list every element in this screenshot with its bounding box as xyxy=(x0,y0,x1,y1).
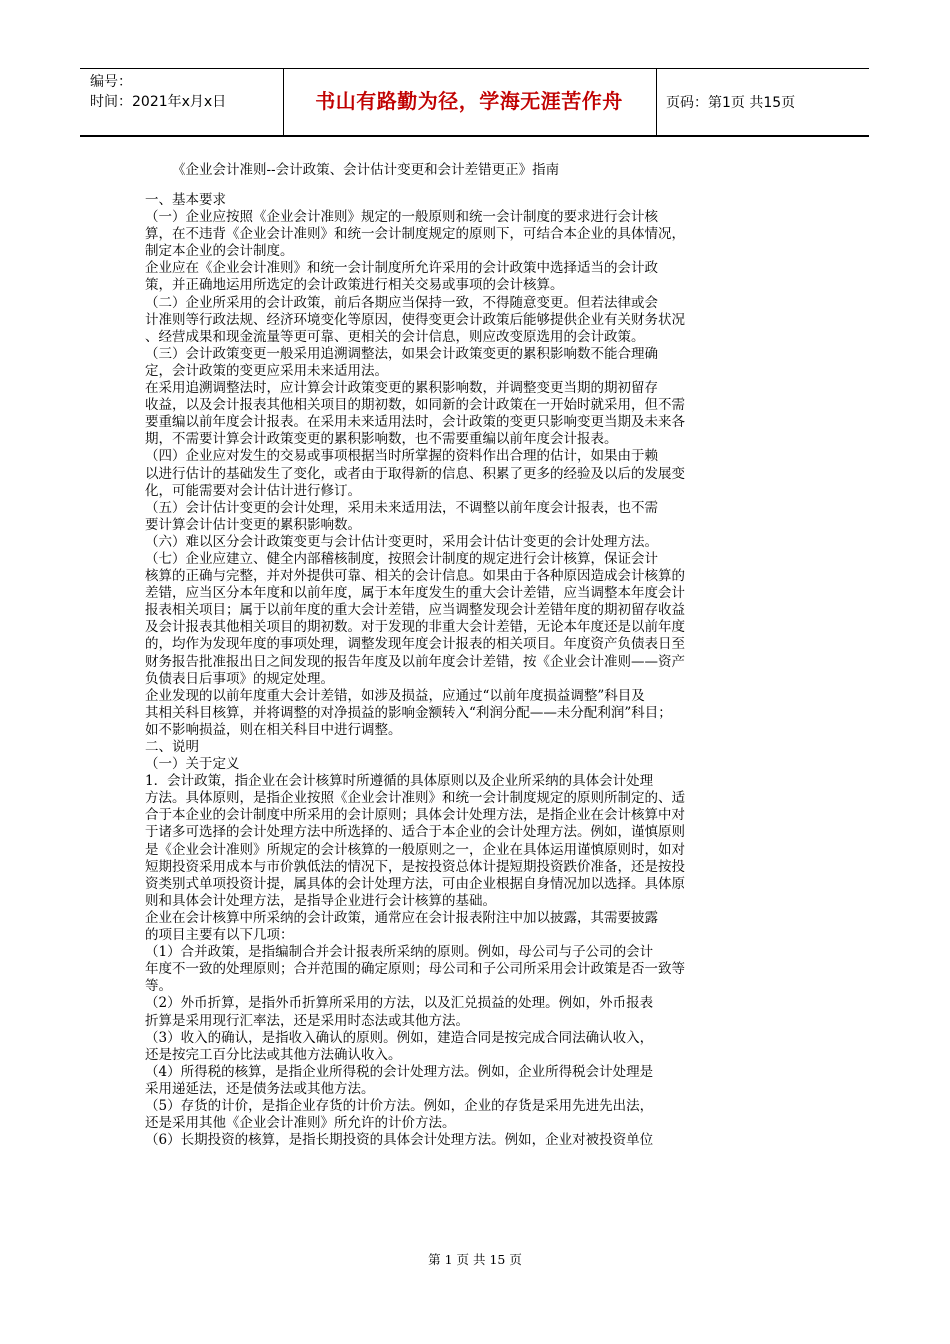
body-line: 等。 xyxy=(145,978,172,995)
body-line: 还是采用其他《企业会计准则》所允许的计价方法。 xyxy=(145,1115,456,1132)
body-line: 的，均作为发现年度的事项处理，调整发现年度会计报表的相关项目。年度资产负债表日至 xyxy=(145,636,685,653)
body-line: 在采用追溯调整法时，应计算会计政策变更的累积影响数，并调整变更当期的期初留存 xyxy=(145,380,658,397)
body-line: （一）企业应按照《企业会计准则》规定的一般原则和统一会计制度的要求进行会计核 xyxy=(145,209,658,226)
document-body xyxy=(145,192,790,1149)
body-line: 1．会计政策，指企业在会计核算时所遵循的具体原则以及企业所采纳的具体会计处理 xyxy=(145,773,654,790)
body-line: 采用递延法，还是债务法或其他方法。 xyxy=(145,1080,375,1097)
body-line: 年度不一致的处理原则；合并范围的确定原则；母公司和子公司所采用会计政策是否一致等 xyxy=(145,961,685,978)
body-line: （6）长期投资的核算，是指长期投资的具体会计处理方法。例如，企业对被投资单位 xyxy=(145,1132,654,1149)
body-line: （五）会计估计变更的会计处理，采用未来适用法，不调整以前年度会计报表，也不需 xyxy=(145,499,658,516)
body-line: （5）存货的计价，是指企业存货的计价方法。例如，企业的存货是采用先进先出法， xyxy=(145,1097,654,1114)
header-top-rule xyxy=(80,68,869,69)
body-line: 要重编以前年度会计报表。在采用未来适用法时，会计政策的变更只影响变更当期及未来各 xyxy=(145,414,685,431)
body-line: （一）关于定义 xyxy=(145,756,240,773)
header-meta xyxy=(90,72,275,112)
header-divider-right xyxy=(656,68,657,136)
body-line: 定，会计政策的变更应采用未来适用法。 xyxy=(145,362,388,379)
body-line: 短期投资采用成本与市价孰低法的情况下，是按投资总体计提短期投资跌价准备，还是按投 xyxy=(145,858,685,875)
header-motto: 书山有路勤为径，学海无涯苦作舟 xyxy=(315,89,623,113)
body-line: 算，在不违背《企业会计准则》和统一会计制度规定的原则下，可结合本企业的具体情况， xyxy=(145,226,685,243)
body-line: 其相关科目核算，并将调整的对净损益的影响金额转入“利润分配——未分配利润”科目； xyxy=(145,704,672,721)
body-line: 方法。具体原则，是指企业按照《企业会计准则》和统一会计制度规定的原则所制定的、适 xyxy=(145,790,685,807)
body-line: 报表相关项目；属于以前年度的重大会计差错，应当调整发现会计差错年度的期初留存收益 xyxy=(145,602,685,619)
document-number-label: 编号： xyxy=(90,74,132,90)
body-line: 一、基本要求 xyxy=(145,192,226,208)
body-line: 企业在会计核算中所采纳的会计政策，通常应在会计报表附注中加以披露，其需要披露 xyxy=(145,909,658,926)
body-line: 合于本企业的会计制度中所采用的会计原则；具体会计处理方法，是指企业在会计核算中对 xyxy=(145,807,685,824)
body-line: 计准则等行政法规、经济环境变化等原因，使得变更会计政策后能够提供企业有关财务状况 xyxy=(145,311,685,328)
body-line: 企业发现的以前年度重大会计差错，如涉及损益，应通过“以前年度损益调整”科目及 xyxy=(145,687,645,704)
body-line: （4）所得税的核算，是指企业所得税的会计处理方法。例如，企业所得税会计处理是 xyxy=(145,1063,654,1080)
body-line: 财务报告批准报出日之间发现的报告年度及以前年度会计差错，按《企业会计准则——资产 xyxy=(145,653,685,670)
body-line: 及会计报表其他相关项目的期初数。对于发现的非重大会计差错，无论本年度还是以前年度 xyxy=(145,619,685,636)
document-title: 《企业会计准则--会计政策、会计估计变更和会计差错更正》指南 xyxy=(172,162,560,178)
body-line: （1）合并政策，是指编制合并会计报表所采纳的原则。例如，母公司与子公司的会计 xyxy=(145,944,654,961)
body-line: 差错，应当区分本年度和以前年度，属于本年度发生的重大会计差错，应当调整本年度会计 xyxy=(145,585,685,602)
body-line: （2）外币折算，是指外币折算所采用的方法，以及汇兑损益的处理。例如，外币报表 xyxy=(145,995,654,1012)
body-line: 收益，以及会计报表其他相关项目的期初数，如同新的会计政策在一开始时就采用，但不需 xyxy=(145,397,685,414)
body-line: （三）会计政策变更一般采用追溯调整法，如果会计政策变更的累积影响数不能合理确 xyxy=(145,345,658,362)
body-line: 要计算会计估计变更的累积影响数。 xyxy=(145,516,361,533)
body-line: 的项目主要有以下几项： xyxy=(145,927,294,944)
body-line: 资类别式单项投资计提，属具体的会计处理方法，可由企业根据自身情况加以选择。具体原 xyxy=(145,875,685,892)
body-line: （六）难以区分会计政策变更与会计估计变更时，采用会计估计变更的会计处理方法。 xyxy=(145,533,658,550)
body-line: 期，不需要计算会计政策变更的累积影响数，也不需要重编以前年度会计报表。 xyxy=(145,431,618,448)
body-line: 核算的正确与完整，并对外提供可靠、相关的会计信息。如果由于各种原因造成会计核算的 xyxy=(145,568,685,585)
body-line: 还是按完工百分比法或其他方法确认收入。 xyxy=(145,1046,402,1063)
body-line: （3）收入的确认，是指收入确认的原则。例如，建造合同是按完成合同法确认收入， xyxy=(145,1029,654,1046)
header-page-info: 页码：第1页 共15页 xyxy=(666,95,796,111)
body-line: 制定本企业的会计制度。 xyxy=(145,243,294,260)
header-bottom-rule xyxy=(80,135,869,137)
body-line: 于诸多可选择的会计处理方法中所选择的、适合于本企业的会计处理方法。例如，谨慎原则 xyxy=(145,824,685,841)
body-line: 以进行估计的基础发生了变化，或者由于取得新的信息、积累了更多的经验及以后的发展变 xyxy=(145,465,685,482)
body-line: （二）企业所采用的会计政策，前后各期应当保持一致，不得随意变更。但若法律或会 xyxy=(145,294,658,311)
body-line: 企业应在《企业会计准则》和统一会计制度所允许采用的会计政策中选择适当的会计政 xyxy=(145,260,658,277)
body-line: 策，并正确地运用所选定的会计政策进行相关交易或事项的会计核算。 xyxy=(145,277,564,294)
body-line: 折算是采用现行汇率法，还是采用时态法或其他方法。 xyxy=(145,1012,469,1029)
body-line: 则和具体会计处理方法，是指导企业进行会计核算的基础。 xyxy=(145,892,496,909)
body-line: （七）企业应建立、健全内部稽核制度，按照会计制度的规定进行会计核算，保证会计 xyxy=(145,550,658,567)
body-line: 是《企业会计准则》所规定的会计核算的一般原则之一，企业在具体运用谨慎原则时，如对 xyxy=(145,841,685,858)
page-footer: 第 1 页 共 15 页 xyxy=(428,1252,522,1267)
document-date: 时间：2021年x月x日 xyxy=(90,94,227,110)
body-line: 、经营成果和现金流量等更可靠、更相关的会计信息，则应改变原选用的会计政策。 xyxy=(145,328,645,345)
body-line: 化，可能需要对会计估计进行修订。 xyxy=(145,482,361,499)
body-line: 二、说明 xyxy=(145,739,199,755)
body-line: 如不影响损益，则在相关科目中进行调整。 xyxy=(145,721,402,738)
body-line: 负债表日后事项》的规定处理。 xyxy=(145,670,334,687)
body-line: （四）企业应对发生的交易或事项根据当时所掌握的资料作出合理的估计，如果由于赖 xyxy=(145,448,658,465)
